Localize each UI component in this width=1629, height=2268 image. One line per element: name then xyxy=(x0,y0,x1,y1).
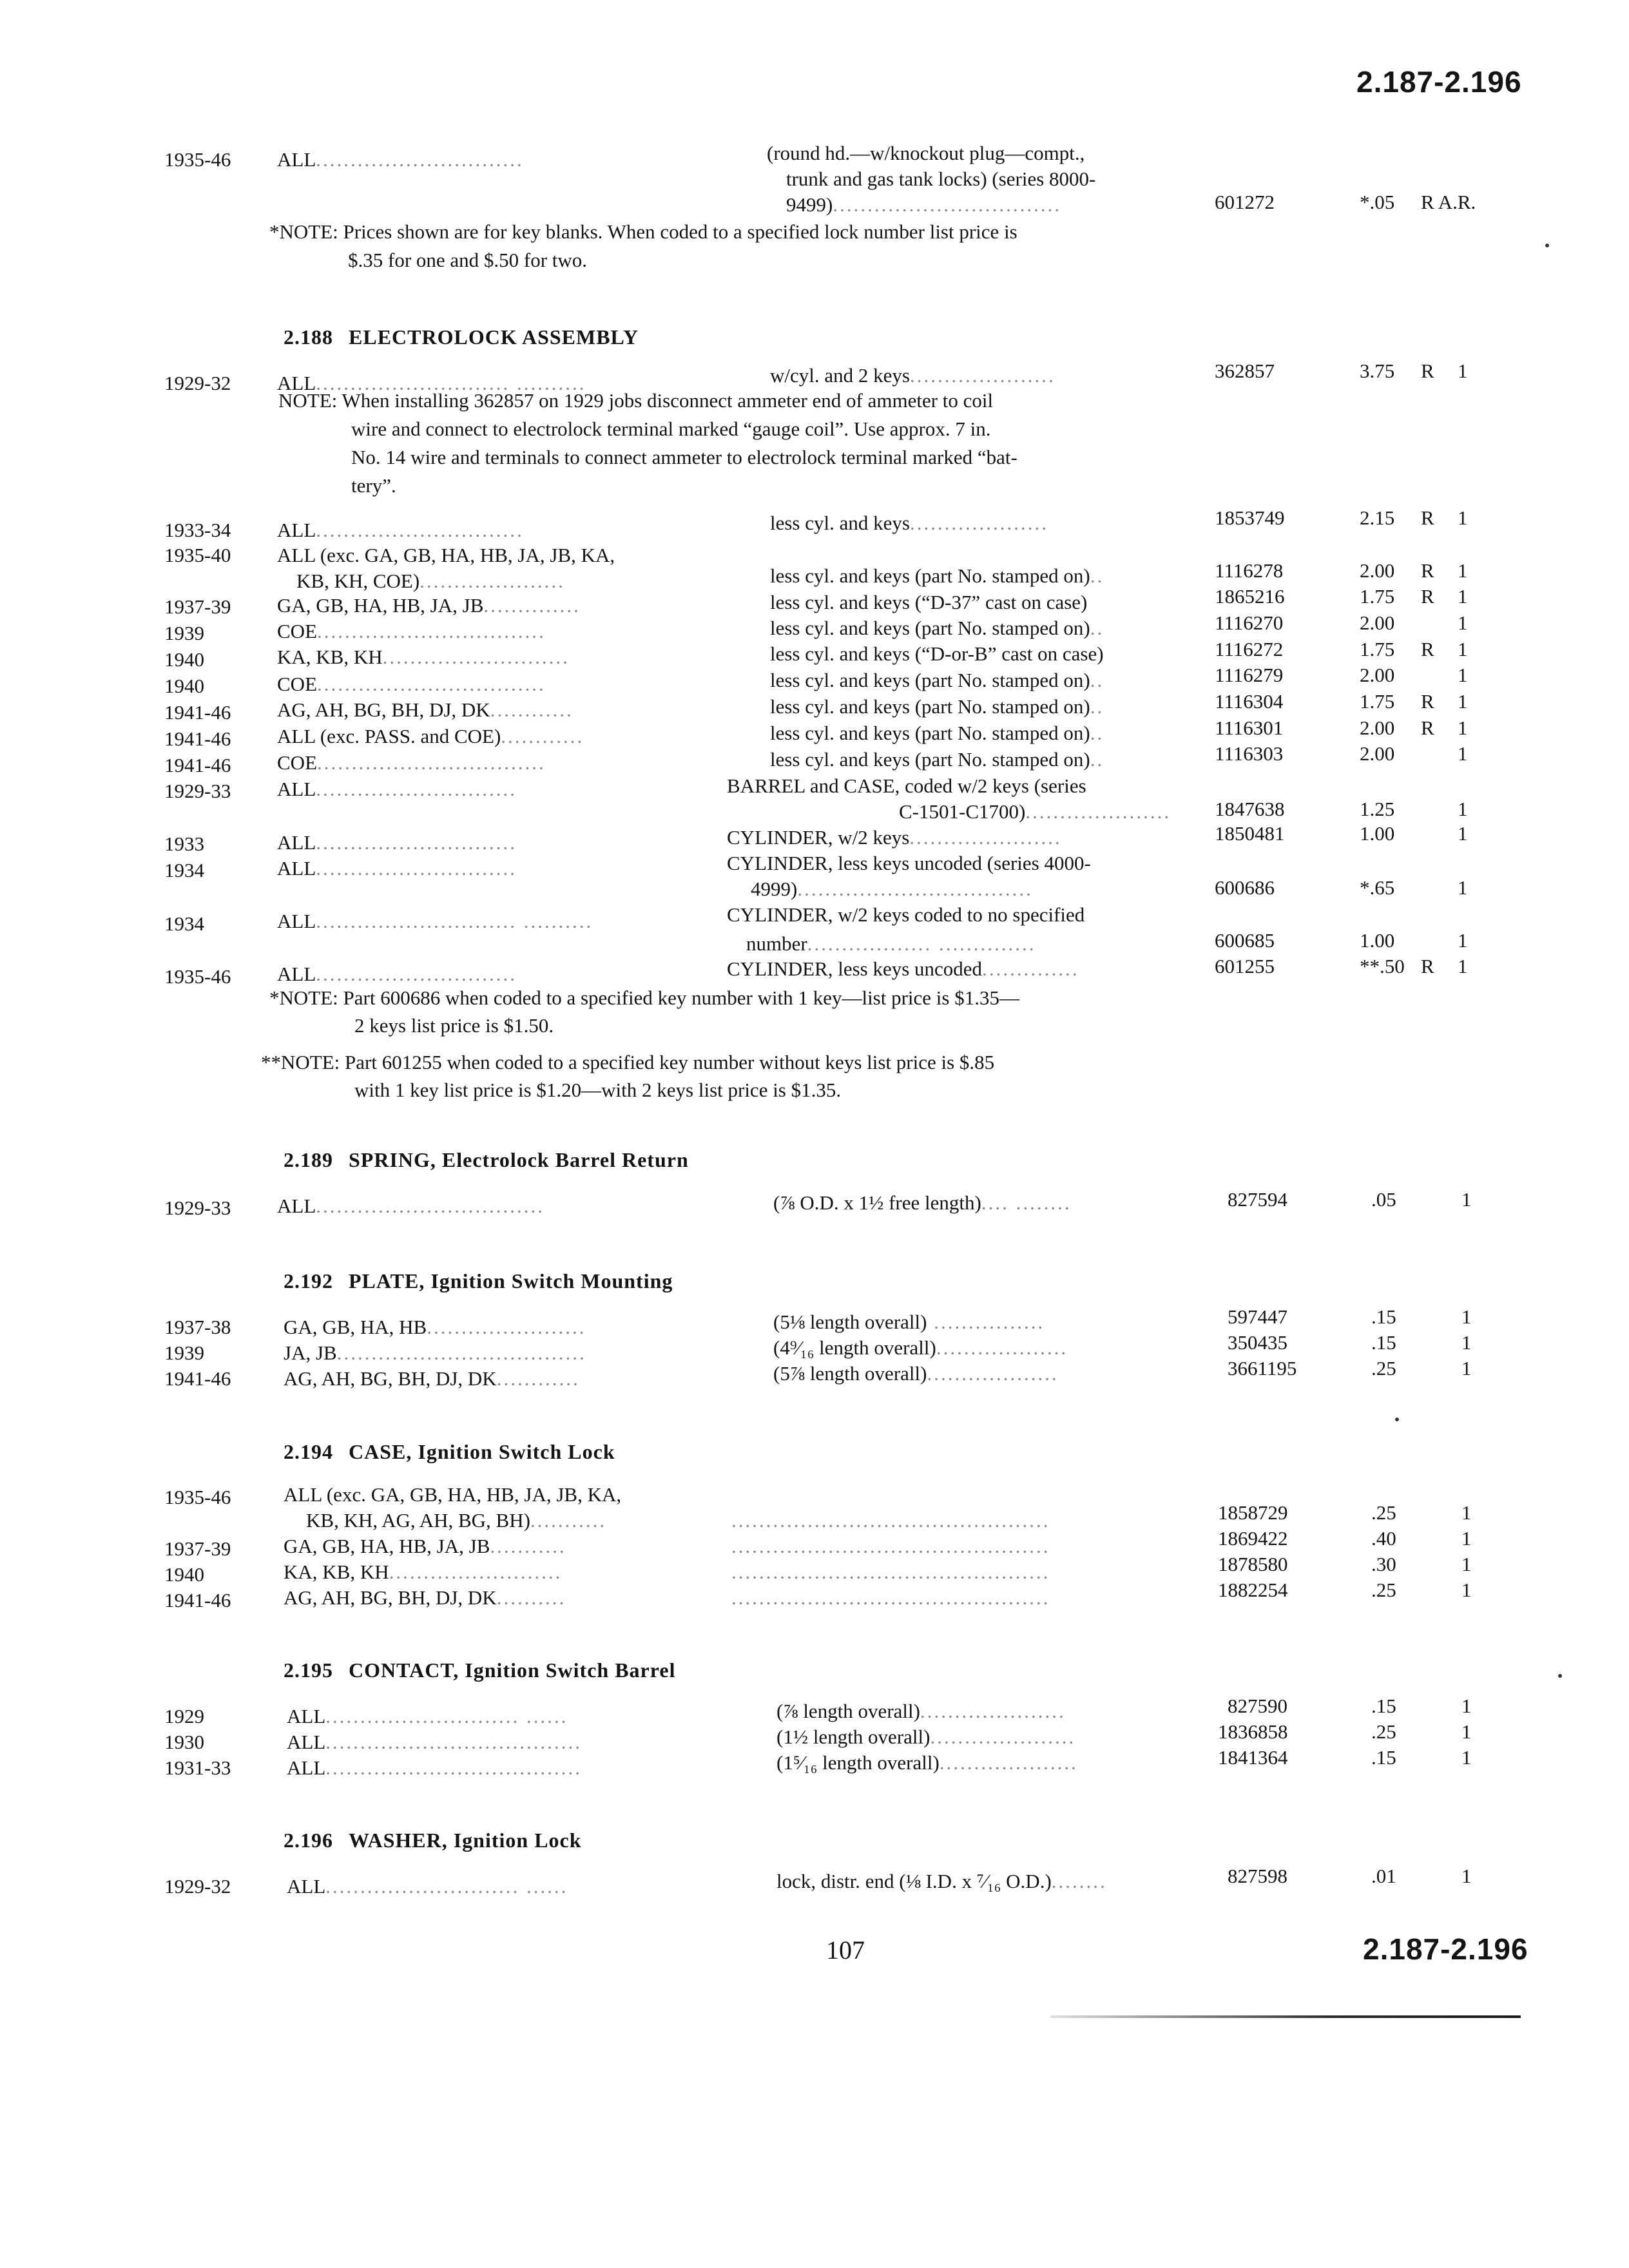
row-part-number: 1116303 xyxy=(1215,742,1284,765)
row-application: ALL (exc. PASS. and COE)............ xyxy=(277,725,584,747)
note: $.35 for one and $.50 for two. xyxy=(348,249,588,271)
note: *NOTE: Prices shown are for key blanks. When coded to a specified lock number list price is xyxy=(269,220,1017,243)
row-year: 1939 xyxy=(164,1341,204,1364)
row-price: **.50 xyxy=(1360,955,1405,977)
row-application: ALL............................. .......... xyxy=(277,910,593,932)
row-r-flag: R xyxy=(1421,506,1434,529)
row-description: 4999).................................. xyxy=(751,878,1033,900)
row-application: GA, GB, HA, HB, JA, JB.............. xyxy=(277,594,581,617)
row-application: ALL..................................... xyxy=(287,1756,583,1779)
note: wire and connect to electrolock terminal marked “gauge coil”. Use approx. 7 in. xyxy=(351,418,991,440)
row-quantity: 1 xyxy=(1458,664,1468,686)
row-description: (5⅛ length overall) ................ xyxy=(773,1311,1045,1333)
row-quantity: 1 xyxy=(1458,798,1468,820)
page-range-footer: 2.187-2.196 xyxy=(1363,1932,1528,1966)
row-r-flag: R xyxy=(1421,690,1434,713)
row-price: 3.75 xyxy=(1360,360,1395,382)
note: 2 keys list price is $1.50. xyxy=(354,1014,554,1037)
row-part-number: 1850481 xyxy=(1215,822,1285,845)
row-description: (⅞ length overall)..................... xyxy=(776,1700,1066,1722)
row-price: 2.00 xyxy=(1360,611,1395,634)
row-price: 1.00 xyxy=(1360,929,1395,952)
row-quantity: 1 xyxy=(1461,1695,1472,1717)
row-part-number: 1836858 xyxy=(1218,1720,1288,1743)
row-year: 1935-46 xyxy=(164,1486,231,1508)
row-application: ALL............................. xyxy=(277,831,517,854)
row-part-number: 1116272 xyxy=(1215,638,1284,660)
row-quantity: 1 xyxy=(1458,955,1468,977)
row-description: lock, distr. end (⅛ I.D. x ⁷⁄₁₆ O.D.)........ xyxy=(776,1870,1107,1892)
row-part-number: 601255 xyxy=(1215,955,1275,977)
row-year: 1937-39 xyxy=(164,595,231,618)
row-part-number: 1853749 xyxy=(1215,506,1285,529)
row-price: .25 xyxy=(1371,1501,1396,1524)
row-application: AG, AH, BG, BH, DJ, DK............ xyxy=(284,1367,580,1390)
row-year: 1941-46 xyxy=(164,727,231,750)
row-price: .05 xyxy=(1371,1188,1396,1211)
row-application: ALL.............................. xyxy=(277,148,524,171)
row-quantity: 1 xyxy=(1461,1357,1472,1379)
scan-speck xyxy=(1558,1674,1562,1678)
row-price: .25 xyxy=(1371,1357,1396,1379)
row-quantity: 1 xyxy=(1461,1188,1472,1211)
row-part-number: 1865216 xyxy=(1215,585,1285,608)
row-description: less cyl. and keys (part No. stamped on).. xyxy=(770,617,1104,639)
row-description: .............................................. xyxy=(731,1509,1050,1532)
row-year: 1929 xyxy=(164,1705,204,1727)
row-price: 2.00 xyxy=(1360,742,1395,765)
row-price: 1.75 xyxy=(1360,638,1395,660)
row-price: 2.15 xyxy=(1360,506,1395,529)
row-description: (1½ length overall)..................... xyxy=(776,1725,1076,1748)
scan-speck xyxy=(1395,1418,1399,1421)
row-application: COE................................. xyxy=(277,620,546,642)
row-part-number: 1116301 xyxy=(1215,716,1284,739)
row-quantity: 1 xyxy=(1458,876,1468,899)
row-price: 2.00 xyxy=(1360,664,1395,686)
row-application: COE................................. xyxy=(277,751,546,774)
row-part-number: 597447 xyxy=(1228,1305,1287,1328)
row-application: ALL.............................. xyxy=(277,519,524,541)
row-application: ALL................................. xyxy=(277,1195,545,1217)
page-range-header: 2.187-2.196 xyxy=(1356,65,1522,99)
section-heading-2-192: 2.192 PLATE, Ignition Switch Mounting xyxy=(284,1269,673,1293)
row-year: 1941-46 xyxy=(164,701,231,724)
row-part-number: 600685 xyxy=(1215,929,1275,952)
row-price: 2.00 xyxy=(1360,716,1395,739)
row-price: 1.75 xyxy=(1360,585,1395,608)
row-quantity: 1 xyxy=(1458,506,1468,529)
row-application: JA, JB.................................... xyxy=(284,1341,586,1364)
row-part-number: 1858729 xyxy=(1218,1501,1288,1524)
note: **NOTE: Part 601255 when coded to a specified key number without keys list price is $.85 xyxy=(261,1051,995,1073)
row-year: 1935-46 xyxy=(164,148,231,171)
row-price: 2.00 xyxy=(1360,559,1395,582)
row-part-number: 350435 xyxy=(1228,1331,1287,1354)
section-heading-2-188: 2.188 ELECTROLOCK ASSEMBLY xyxy=(284,325,639,349)
note: tery”. xyxy=(351,474,396,497)
row-price: *.65 xyxy=(1360,876,1395,899)
row-part-number: 600686 xyxy=(1215,876,1275,899)
row-price: 1.75 xyxy=(1360,690,1395,713)
row-description: (round hd.—w/knockout plug—compt., xyxy=(767,142,1085,164)
row-application: GA, GB, HA, HB....................... xyxy=(284,1316,586,1338)
row-application: KA, KB, KH......................... xyxy=(284,1561,563,1583)
row-part-number: 1841364 xyxy=(1218,1746,1288,1769)
section-heading-2-195: 2.195 CONTACT, Ignition Switch Barrel xyxy=(284,1658,676,1682)
row-part-number: 1116270 xyxy=(1215,611,1284,634)
row-quantity: 1 xyxy=(1458,360,1468,382)
row-price: 1.00 xyxy=(1360,822,1395,845)
row-description: less cyl. and keys (part No. stamped on).. xyxy=(770,564,1104,587)
row-year: 1929-33 xyxy=(164,780,231,802)
row-r-flag: R xyxy=(1421,559,1434,582)
row-quantity: 1 xyxy=(1461,1501,1472,1524)
row-year: 1930 xyxy=(164,1731,204,1753)
bottom-rule xyxy=(1050,2015,1521,2018)
row-price: .15 xyxy=(1371,1331,1396,1354)
row-description: .............................................. xyxy=(731,1586,1050,1609)
row-quantity: 1 xyxy=(1461,1720,1472,1743)
row-application: ALL (exc. GA, GB, HA, HB, JA, JB, KA, xyxy=(284,1483,622,1506)
row-description: C-1501-C1700)..................... xyxy=(899,800,1171,823)
row-part-number: 1847638 xyxy=(1215,798,1285,820)
row-year: 1929-33 xyxy=(164,1196,231,1219)
row-application: AG, AH, BG, BH, DJ, DK............ xyxy=(277,698,574,721)
row-year: 1941-46 xyxy=(164,1589,231,1611)
row-description: 9499)................................. xyxy=(786,193,1062,216)
row-description: (⅞ O.D. x 1½ free length).... ........ xyxy=(773,1191,1072,1214)
row-part-number: 1869422 xyxy=(1218,1527,1288,1550)
row-description: less cyl. and keys.................... xyxy=(770,512,1048,534)
section-heading-2-194: 2.194 CASE, Ignition Switch Lock xyxy=(284,1440,615,1463)
row-part-number: 1116278 xyxy=(1215,559,1284,582)
row-quantity: 1 xyxy=(1458,742,1468,765)
row-price: .15 xyxy=(1371,1305,1396,1328)
row-description: less cyl. and keys (part No. stamped on).. xyxy=(770,748,1104,771)
row-quantity: 1 xyxy=(1461,1579,1472,1601)
row-description: (1⁵⁄₁₆ length overall).................... xyxy=(776,1751,1078,1774)
row-quantity: 1 xyxy=(1458,822,1468,845)
row-description: w/cyl. and 2 keys..................... xyxy=(770,364,1055,387)
row-quantity: 1 xyxy=(1458,585,1468,608)
row-part-number: 827598 xyxy=(1228,1865,1287,1887)
row-quantity: 1 xyxy=(1461,1305,1472,1328)
row-application: AG, AH, BG, BH, DJ, DK.......... xyxy=(284,1586,566,1609)
row-price: .15 xyxy=(1371,1695,1396,1717)
row-year: 1933-34 xyxy=(164,519,231,541)
row-description: .............................................. xyxy=(731,1561,1050,1583)
row-description: less cyl. and keys (part No. stamped on).. xyxy=(770,722,1104,744)
row-part-number: 827590 xyxy=(1228,1695,1287,1717)
row-price: .40 xyxy=(1371,1527,1396,1550)
row-description: (5⅞ length overall)................... xyxy=(773,1362,1059,1385)
row-price: 1.25 xyxy=(1360,798,1395,820)
row-description: (4⁹⁄₁₆ length overall)................... xyxy=(773,1336,1068,1359)
section-heading-2-196: 2.196 WASHER, Ignition Lock xyxy=(284,1829,582,1852)
note: with 1 key list price is $1.20—with 2 keys list price is $1.35. xyxy=(354,1079,842,1101)
row-quantity: 1 xyxy=(1458,929,1468,952)
row-price: .30 xyxy=(1371,1553,1396,1575)
row-year: 1935-46 xyxy=(164,965,231,988)
row-description: .............................................. xyxy=(731,1535,1050,1557)
row-application: ALL............................. xyxy=(277,963,517,985)
row-part-number: 1116304 xyxy=(1215,690,1284,713)
row-description: CYLINDER, less keys uncoded (series 4000- xyxy=(727,852,1091,874)
row-r-flag: R xyxy=(1421,638,1434,660)
row-r-flag: R xyxy=(1421,716,1434,739)
row-year: 1933 xyxy=(164,832,204,855)
section-heading-2-189: 2.189 SPRING, Electrolock Barrel Return xyxy=(284,1148,689,1171)
row-application: ALL............................. xyxy=(277,857,517,879)
row-part-number: 601272 xyxy=(1215,191,1275,213)
row-year: 1929-32 xyxy=(164,372,231,394)
row-application: KA, KB, KH........................... xyxy=(277,646,570,668)
row-year: 1939 xyxy=(164,622,204,644)
note: NOTE: When installing 362857 on 1929 jobs disconnect ammeter end of ammeter to coil xyxy=(278,389,994,412)
row-year: 1934 xyxy=(164,859,204,881)
row-part-number: 362857 xyxy=(1215,360,1275,382)
row-r-flag: R xyxy=(1421,360,1434,382)
row-part-number: 3661195 xyxy=(1228,1357,1297,1379)
row-quantity: 1 xyxy=(1461,1527,1472,1550)
row-application: ALL..................................... xyxy=(287,1731,583,1753)
row-quantity: 1 xyxy=(1458,716,1468,739)
page-number: 107 xyxy=(826,1936,865,1965)
row-price: .25 xyxy=(1371,1579,1396,1601)
row-year: 1940 xyxy=(164,648,204,671)
row-application: ALL............................ ...... xyxy=(287,1705,568,1727)
row-year: 1940 xyxy=(164,675,204,697)
row-application: ALL............................ .......... xyxy=(277,372,586,394)
row-application: ALL............................ ...... xyxy=(287,1875,568,1898)
row-quantity: 1 xyxy=(1458,611,1468,634)
row-year: 1937-38 xyxy=(164,1316,231,1338)
row-quantity: 1 xyxy=(1461,1865,1472,1887)
row-application: ALL (exc. GA, GB, HA, HB, JA, JB, KA, xyxy=(277,544,615,566)
row-application: GA, GB, HA, HB, JA, JB........... xyxy=(284,1535,566,1557)
row-quantity: 1 xyxy=(1461,1553,1472,1575)
row-part-number: 1882254 xyxy=(1218,1579,1288,1601)
row-description: less cyl. and keys (part No. stamped on).. xyxy=(770,695,1104,718)
row-description: trunk and gas tank locks) (series 8000- xyxy=(786,168,1096,190)
row-price: .01 xyxy=(1371,1865,1396,1887)
row-r-flag: R A.R. xyxy=(1421,191,1476,213)
row-quantity: 1 xyxy=(1458,690,1468,713)
row-description: CYLINDER, less keys uncoded.............. xyxy=(727,957,1079,980)
row-year: 1929-32 xyxy=(164,1875,231,1898)
row-price: *.05 xyxy=(1360,191,1395,213)
row-description: CYLINDER, w/2 keys...................... xyxy=(727,826,1062,849)
row-year: 1935-40 xyxy=(164,544,231,566)
row-quantity: 1 xyxy=(1458,638,1468,660)
row-year: 1931-33 xyxy=(164,1756,231,1779)
row-description: less cyl. and keys (part No. stamped on).. xyxy=(770,669,1104,691)
row-description: BARREL and CASE, coded w/2 keys (series xyxy=(727,774,1086,797)
row-description: less cyl. and keys (“D-37” cast on case) xyxy=(770,591,1088,613)
row-quantity: 1 xyxy=(1458,559,1468,582)
row-description: CYLINDER, w/2 keys coded to no specified xyxy=(727,903,1085,926)
note: *NOTE: Part 600686 when coded to a specified key number with 1 key—list price is $1.35— xyxy=(269,986,1019,1009)
scan-speck xyxy=(1545,244,1549,247)
row-application: COE................................. xyxy=(277,673,546,695)
row-description: less cyl. and keys (“D-or-B” cast on case) xyxy=(770,642,1104,665)
row-quantity: 1 xyxy=(1461,1331,1472,1354)
row-application: KB, KH, COE)..................... xyxy=(296,570,565,592)
row-r-flag: R xyxy=(1421,955,1434,977)
row-year: 1941-46 xyxy=(164,1367,231,1390)
row-r-flag: R xyxy=(1421,585,1434,608)
row-price: .15 xyxy=(1371,1746,1396,1769)
row-application: ALL............................. xyxy=(277,778,517,800)
row-year: 1941-46 xyxy=(164,754,231,776)
row-year: 1940 xyxy=(164,1563,204,1586)
row-year: 1937-39 xyxy=(164,1537,231,1560)
row-application: KB, KH, AG, AH, BG, BH)........... xyxy=(306,1509,607,1532)
row-price: .25 xyxy=(1371,1720,1396,1743)
note: No. 14 wire and terminals to connect ammeter to electrolock terminal marked “bat- xyxy=(351,446,1017,468)
row-quantity: 1 xyxy=(1461,1746,1472,1769)
row-part-number: 1116279 xyxy=(1215,664,1284,686)
row-description: number.................. .............. xyxy=(746,932,1036,955)
row-part-number: 827594 xyxy=(1228,1188,1287,1211)
row-year: 1934 xyxy=(164,912,204,935)
row-part-number: 1878580 xyxy=(1218,1553,1288,1575)
